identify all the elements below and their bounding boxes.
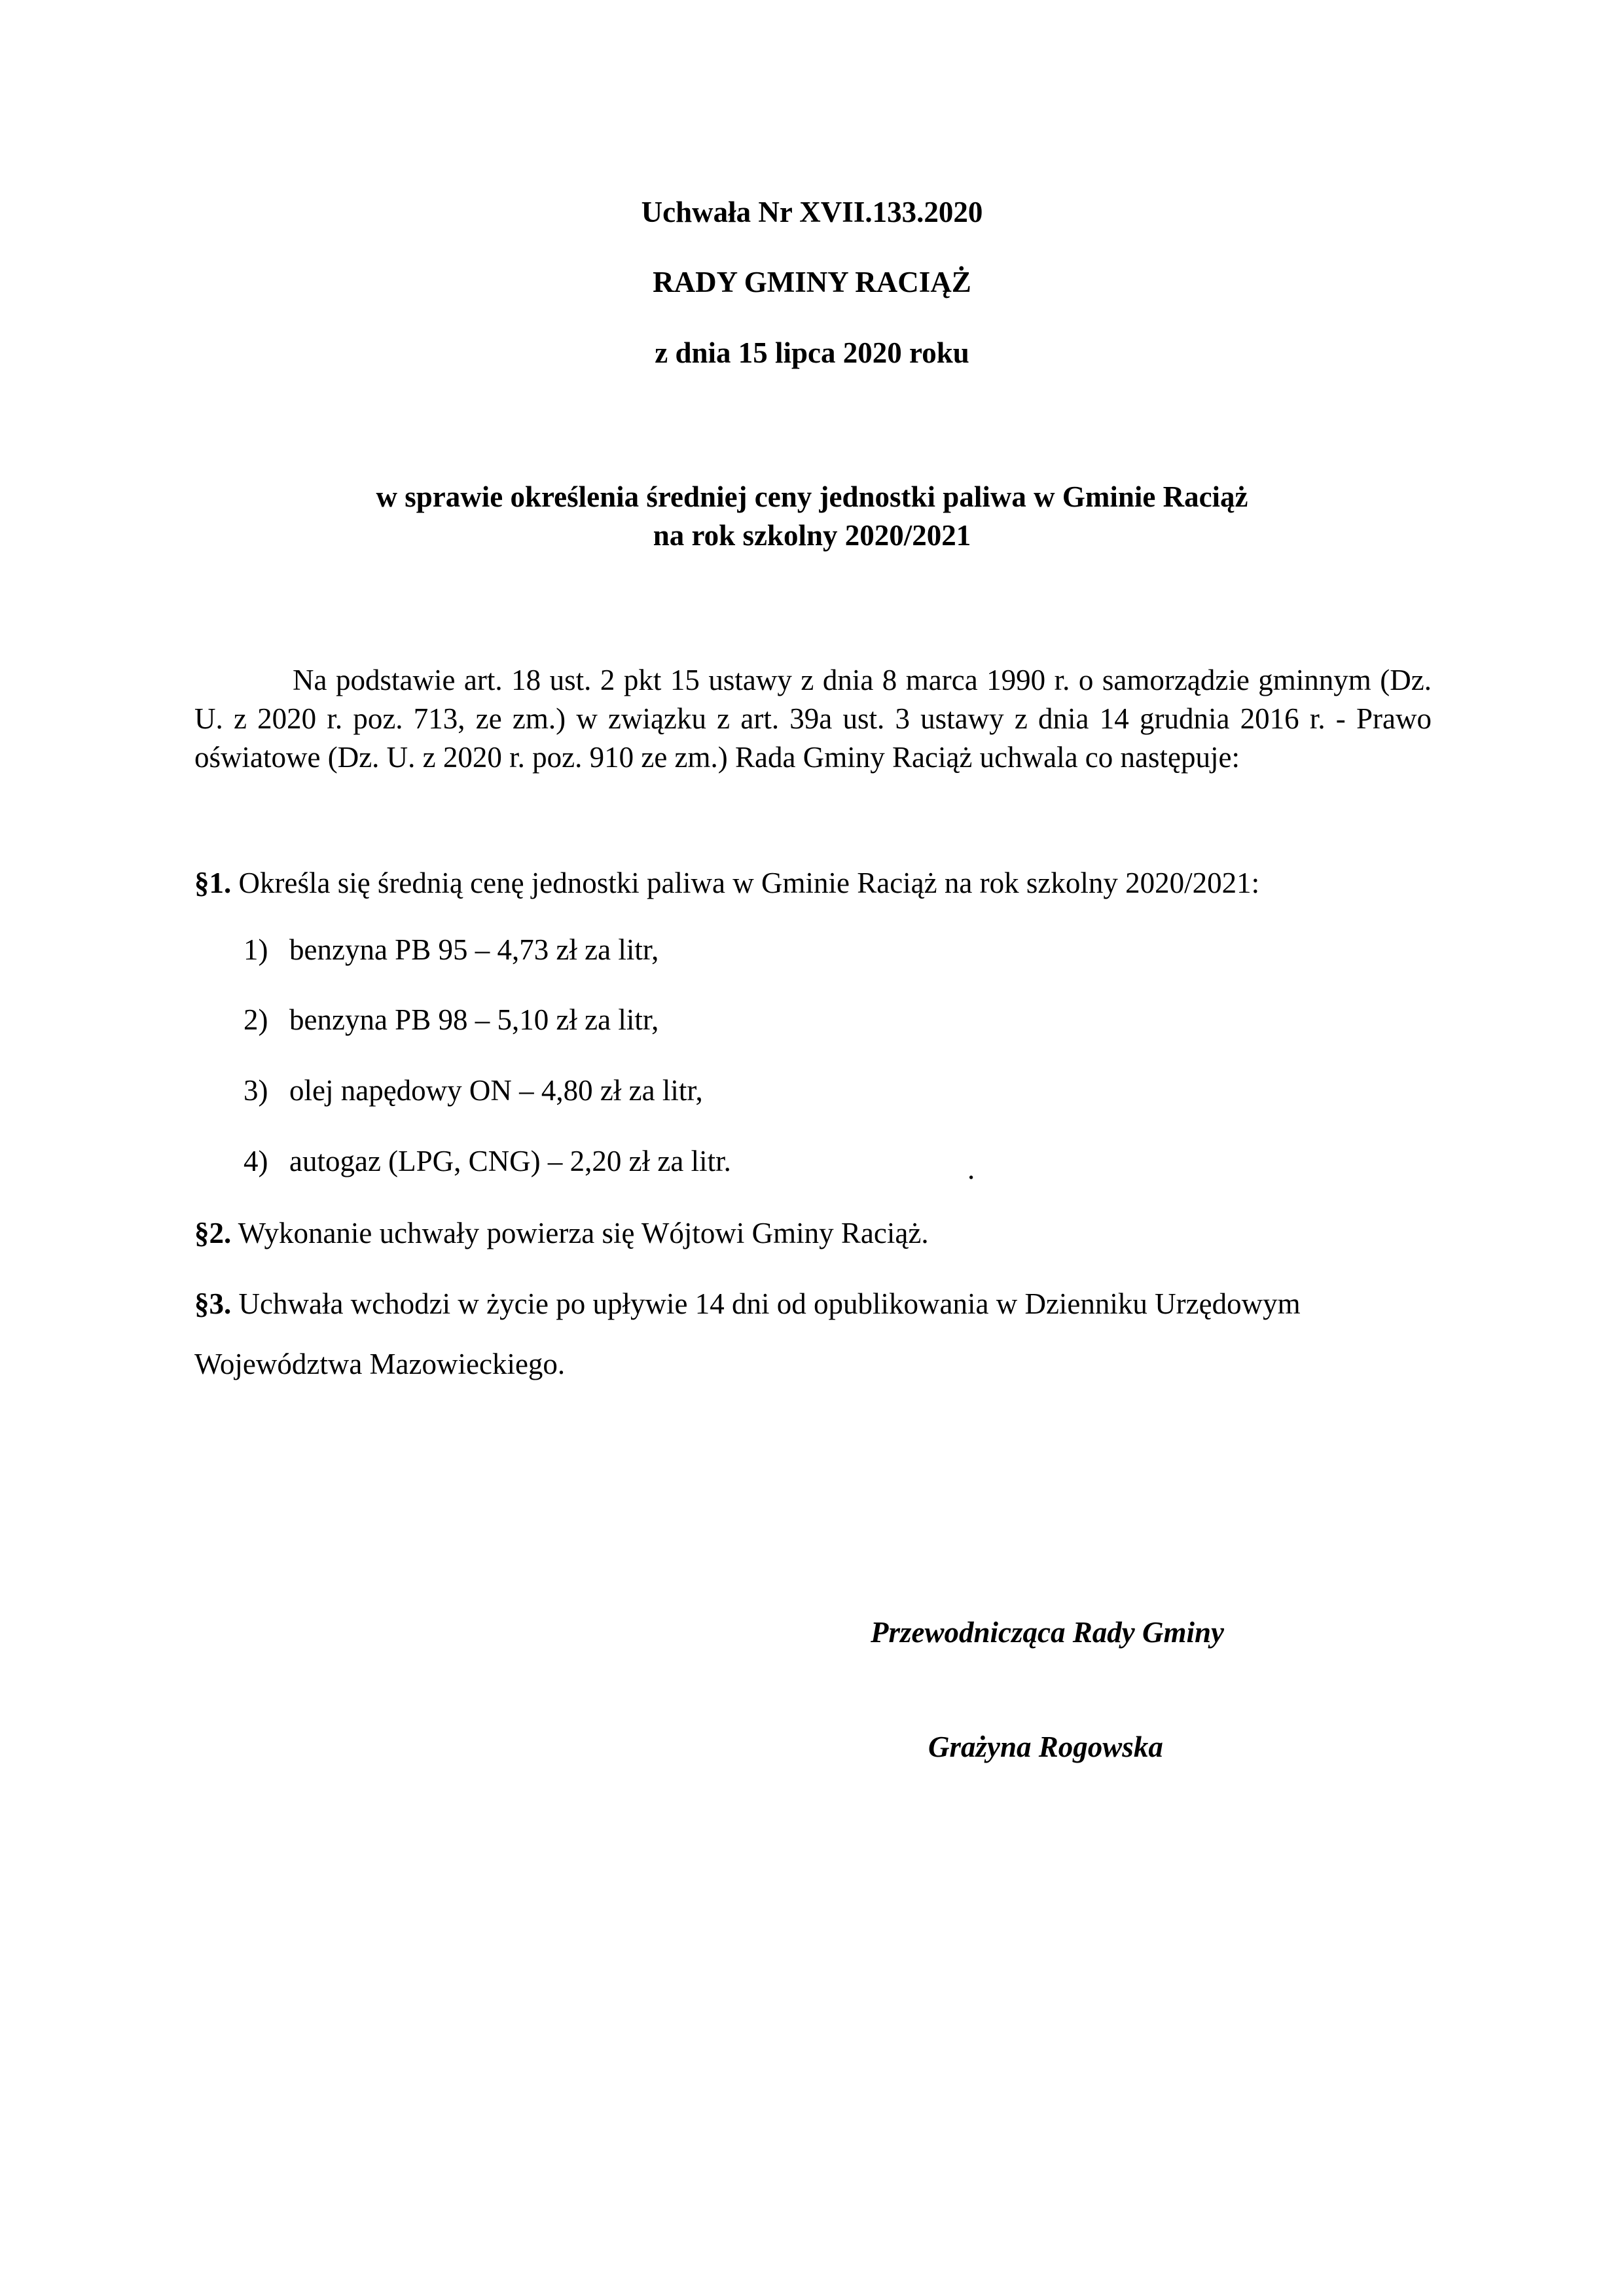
section-3-text: Uchwała wchodzi w życie po upływie 14 dni od opublikowania w Dzienniku Urzędowym [231,1287,1301,1320]
preamble-text: Na podstawie art. 18 ust. 2 pkt 15 ustawy z dnia 8 marca 1990 r. o samorządzie gminnym (Dz. U. z 2020 r. poz. 713, ze zm.) w związku z art. 39a ust. 3 ustawy z dnia 14 grudnia 2016 r. - Prawo oświatowe (Dz. U. z 2020 r. poz. 910 ze zm.) Rada Gminy Raciąż uchwala co następuje: [194,664,1432,774]
list-text: olej napędowy ON – 4,80 zł za litr, [289,1074,703,1107]
list-number: 3) [244,1074,268,1107]
preamble [194,661,1432,777]
stray-period: . [967,1153,975,1185]
section-1-sign: §1. [194,867,232,899]
signature-name: Grażyna Rogowska [928,1731,1163,1763]
section-1-text: Określa się średnią cenę jednostki paliwa w Gminie Raciąż na rok szkolny 2020/2021: [231,867,1260,899]
subject-line-1: w sprawie określenia średniej ceny jednostki paliwa w Gminie Raciąż [376,480,1248,513]
fuel-list-item [244,1073,703,1107]
section-2 [194,1214,929,1253]
fuel-list-item [244,1003,659,1037]
signature-role: Przewodnicząca Rady Gminy [871,1616,1224,1649]
list-text: benzyna PB 98 – 5,10 zł za litr, [289,1003,659,1036]
subject-line-2: na rok szkolny 2020/2021 [653,519,971,552]
section-2-text: Wykonanie uchwały powierza się Wójtowi Gminy Raciąż. [231,1217,929,1249]
fuel-list-item [244,1144,731,1178]
fuel-list-item [244,933,659,967]
section-2-sign: §2. [194,1217,232,1249]
section-3-continuation: Województwa Mazowieckiego. [194,1348,566,1380]
list-text: benzyna PB 95 – 4,73 zł za litr, [289,933,659,966]
section-1 [194,864,1259,903]
resolution-date: z dnia 15 lipca 2020 roku [655,336,969,369]
council-name: RADY GMINY RACIĄŻ [653,266,971,298]
section-3-sign: §3. [194,1287,232,1320]
list-text: autogaz (LPG, CNG) – 2,20 zł za litr. [289,1145,731,1177]
list-number: 2) [244,1003,268,1036]
list-number: 1) [244,933,268,966]
section-3 [194,1285,1301,1323]
resolution-title: Uchwała Nr XVII.133.2020 [641,196,983,228]
list-number: 4) [244,1145,268,1177]
